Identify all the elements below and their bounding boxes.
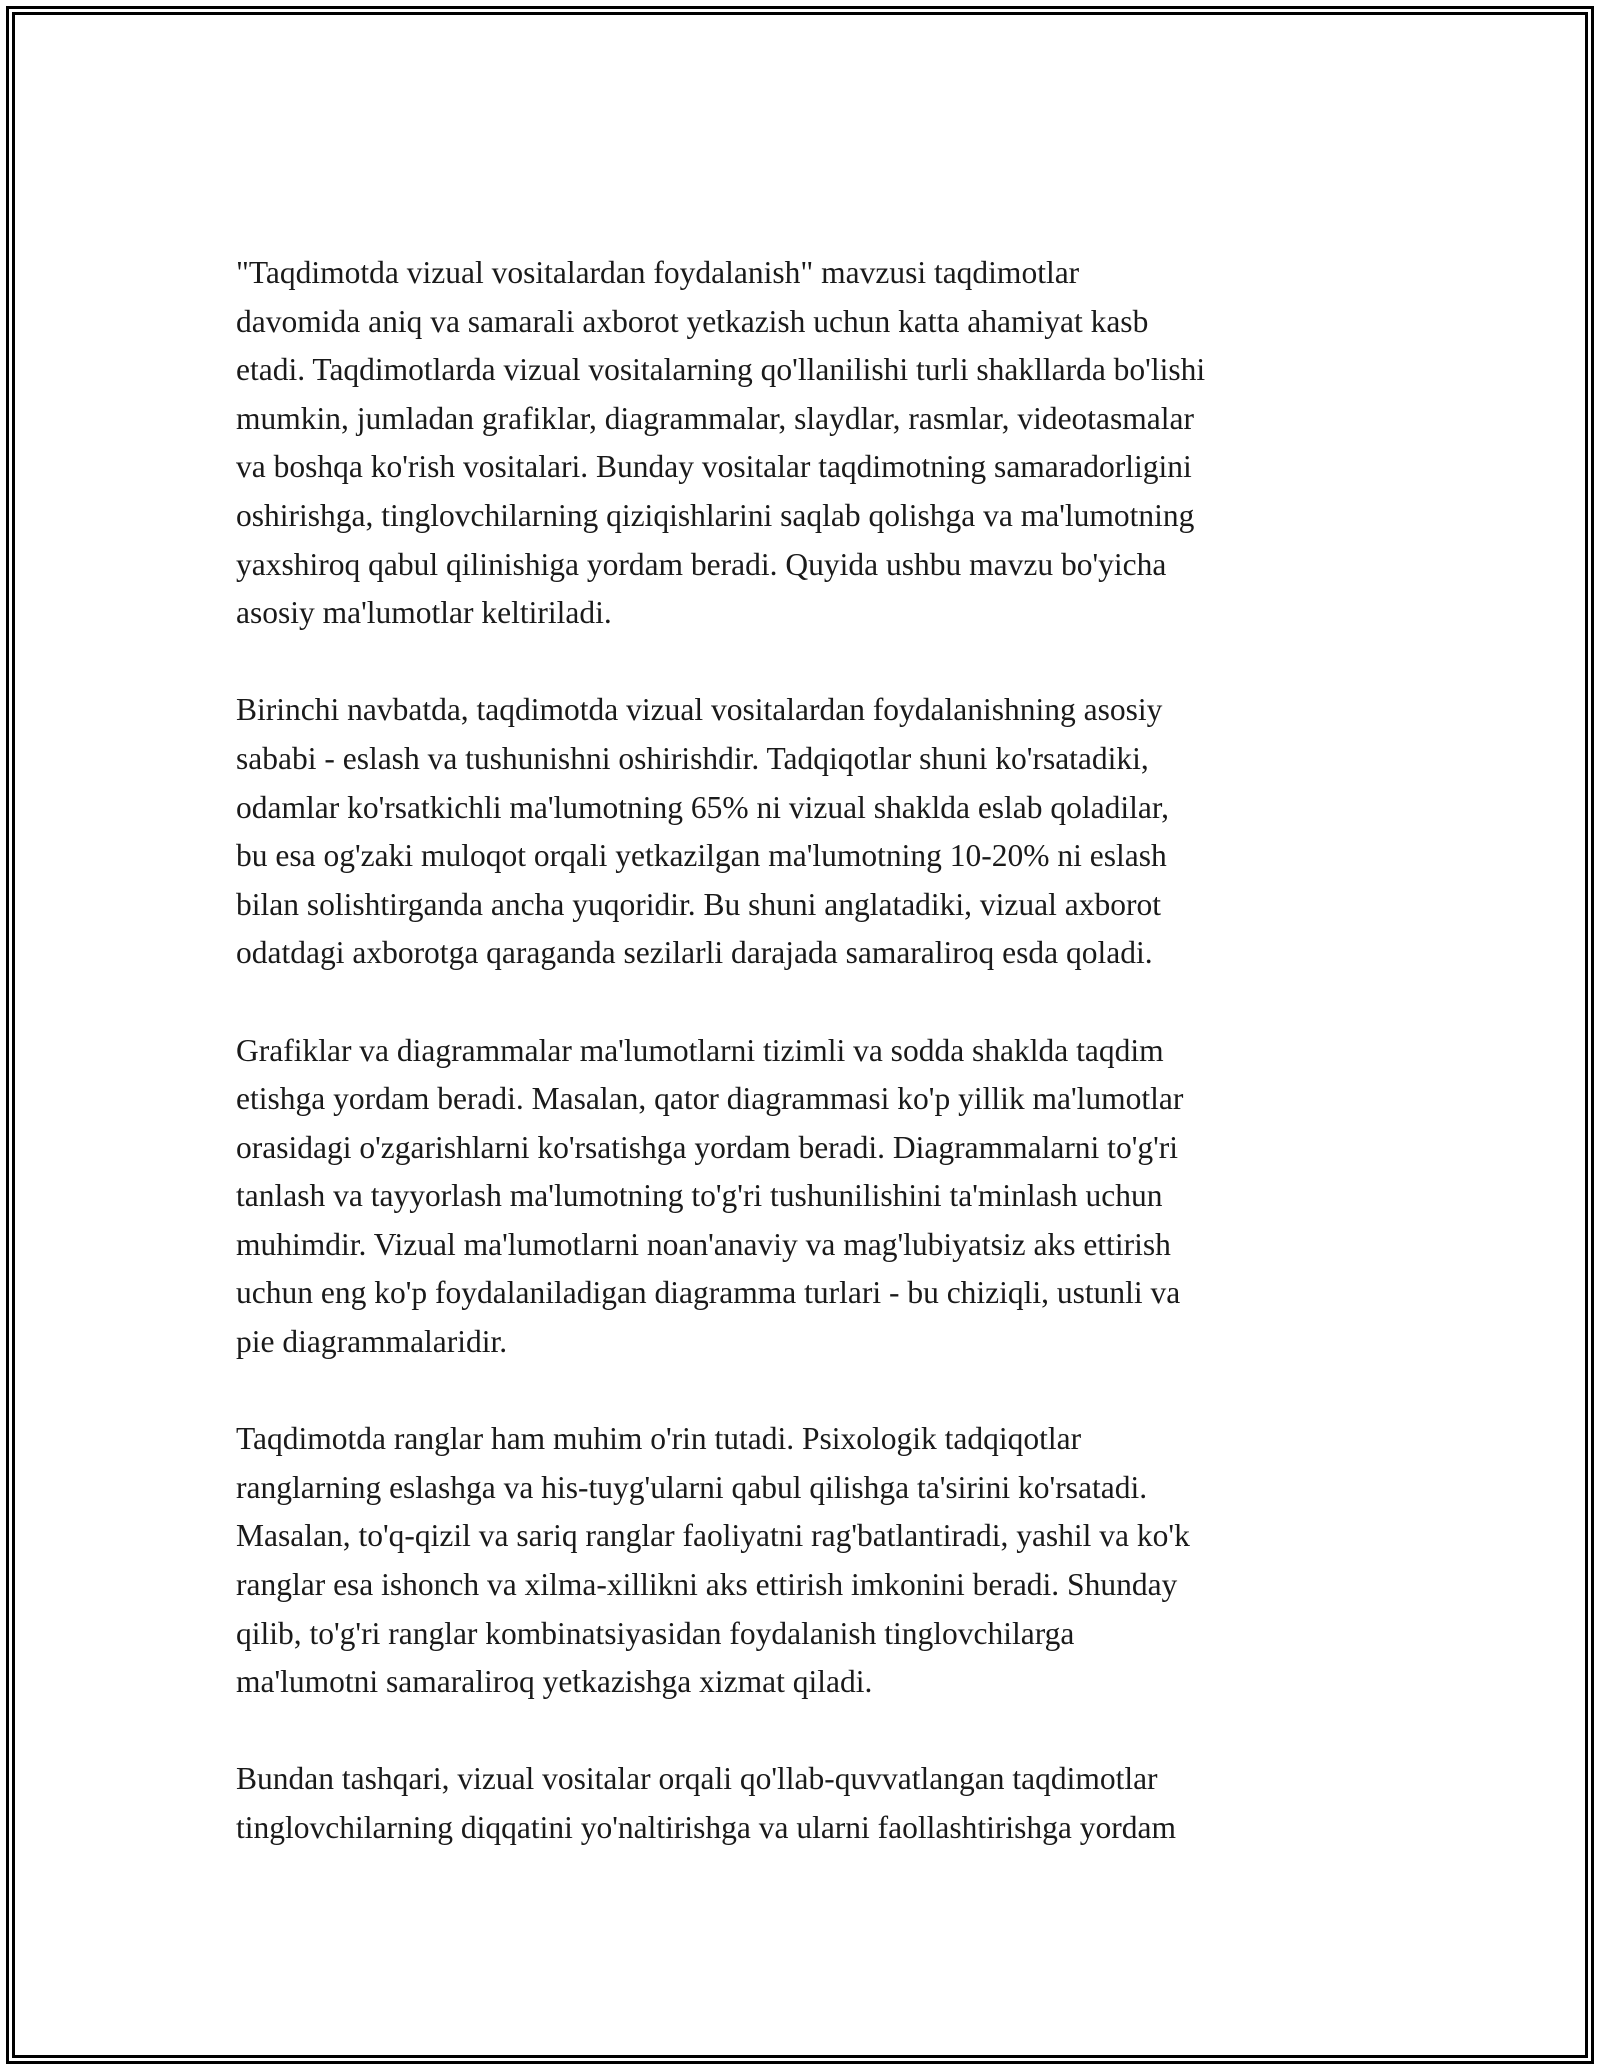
text-line: oshirishga, tinglovchilarning qiziqishlarini saqlab qolishga va ma'lumotning [236,497,1195,533]
text-line: tanlash va tayyorlash ma'lumotning to'g'ri tushunilishini ta'minlash uchun [236,1178,1163,1214]
text-line: va boshqa ko'rish vositalari. Bunday vositalar taqdimotning samaradorligini [236,449,1192,485]
text-line: davomida aniq va samarali axborot yetkazish uchun katta ahamiyat kasb [236,303,1149,339]
paragraph-4 [236,1415,1386,1707]
paragraph-2 [236,686,1386,978]
text-line: Grafiklar va diagrammalar ma'lumotlarni tizimli va sodda shaklda taqdim [236,1032,1164,1068]
paragraph-3 [236,1027,1386,1367]
text-line: Birinchi navbatda, taqdimotda vizual vositalardan foydalanishning asosiy [236,692,1163,728]
text-line: ma'lumotni samaraliroq yetkazishga xizmat qiladi. [236,1664,873,1700]
text-line: "Taqdimotda vizual vositalardan foydalanish" mavzusi taqdimotlar [236,255,1080,290]
text-line: odamlar ko'rsatkichli ma'lumotning 65% ni vizual shaklda eslab qoladilar, [236,789,1169,825]
paragraph-1 [236,249,1386,638]
text-line: qilib, to'g'ri ranglar kombinatsiyasidan foydalanish tinglovchilarga [236,1615,1075,1651]
text-line: Taqdimotda ranglar ham muhim o'rin tutadi. Psixologik tadqiqotlar [236,1421,1082,1457]
text-line: ranglarning eslashga va his-tuyg'ularni qabul qilishga ta'sirini ko'rsatadi. [236,1469,1148,1505]
text-line: mumkin, jumladan grafiklar, diagrammalar, slaydlar, rasmlar, videotasmalar [236,400,1194,436]
text-line: yaxshiroq qabul qilinishiga yordam beradi. Quyida ushbu mavzu bo'yicha [236,546,1167,582]
text-line: odatdagi axborotga qaraganda sezilarli darajada samaraliroq esda qoladi. [236,935,1153,971]
text-line: muhimdir. Vizual ma'lumotlarni noan'anaviy va mag'lubiyatsiz aks ettirish [236,1226,1171,1262]
text-line: Masalan, to'q-qizil va sariq ranglar faoliyatni rag'batlantiradi, yashil va ko'k [236,1518,1190,1554]
paragraph-5 [236,1755,1386,1852]
text-line: etishga yordam beradi. Masalan, qator diagrammasi ko'p yillik ma'lumotlar [236,1081,1184,1117]
text-line: bilan solishtirganda ancha yuqoridir. Bu shuni anglatadiki, vizual axborot [236,886,1161,922]
text-line: uchun eng ko'p foydalaniladigan diagramma turlari - bu chiziqli, ustunli va [236,1275,1181,1311]
document-body [236,249,1386,1901]
text-line: etadi. Taqdimotlarda vizual vositalarning qo'llanilishi turli shakllarda bo'lishi [236,352,1206,388]
text-line: Bundan tashqari, vizual vositalar orqali qo'llab-quvvatlangan taqdimotlar [236,1761,1158,1797]
text-line: orasidagi o'zgarishlarni ko'rsatishga yordam beradi. Diagrammalarni to'g'ri [236,1129,1179,1165]
text-line: pie diagrammalaridir. [236,1324,508,1360]
text-line: sababi - eslash va tushunishni oshirishdir. Tadqiqotlar shuni ko'rsatadiki, [236,740,1149,776]
text-line: tinglovchilarning diqqatini yo'naltirishga va ularni faollashtirishga yordam [236,1810,1176,1845]
text-line: asosiy ma'lumotlar keltiriladi. [236,595,612,631]
text-line: ranglar esa ishonch va xilma-xillikni aks ettirish imkonini beradi. Shunday [236,1567,1178,1603]
text-line: bu esa og'zaki muloqot orqali yetkazilgan ma'lumotning 10-20% ni eslash [236,838,1167,874]
